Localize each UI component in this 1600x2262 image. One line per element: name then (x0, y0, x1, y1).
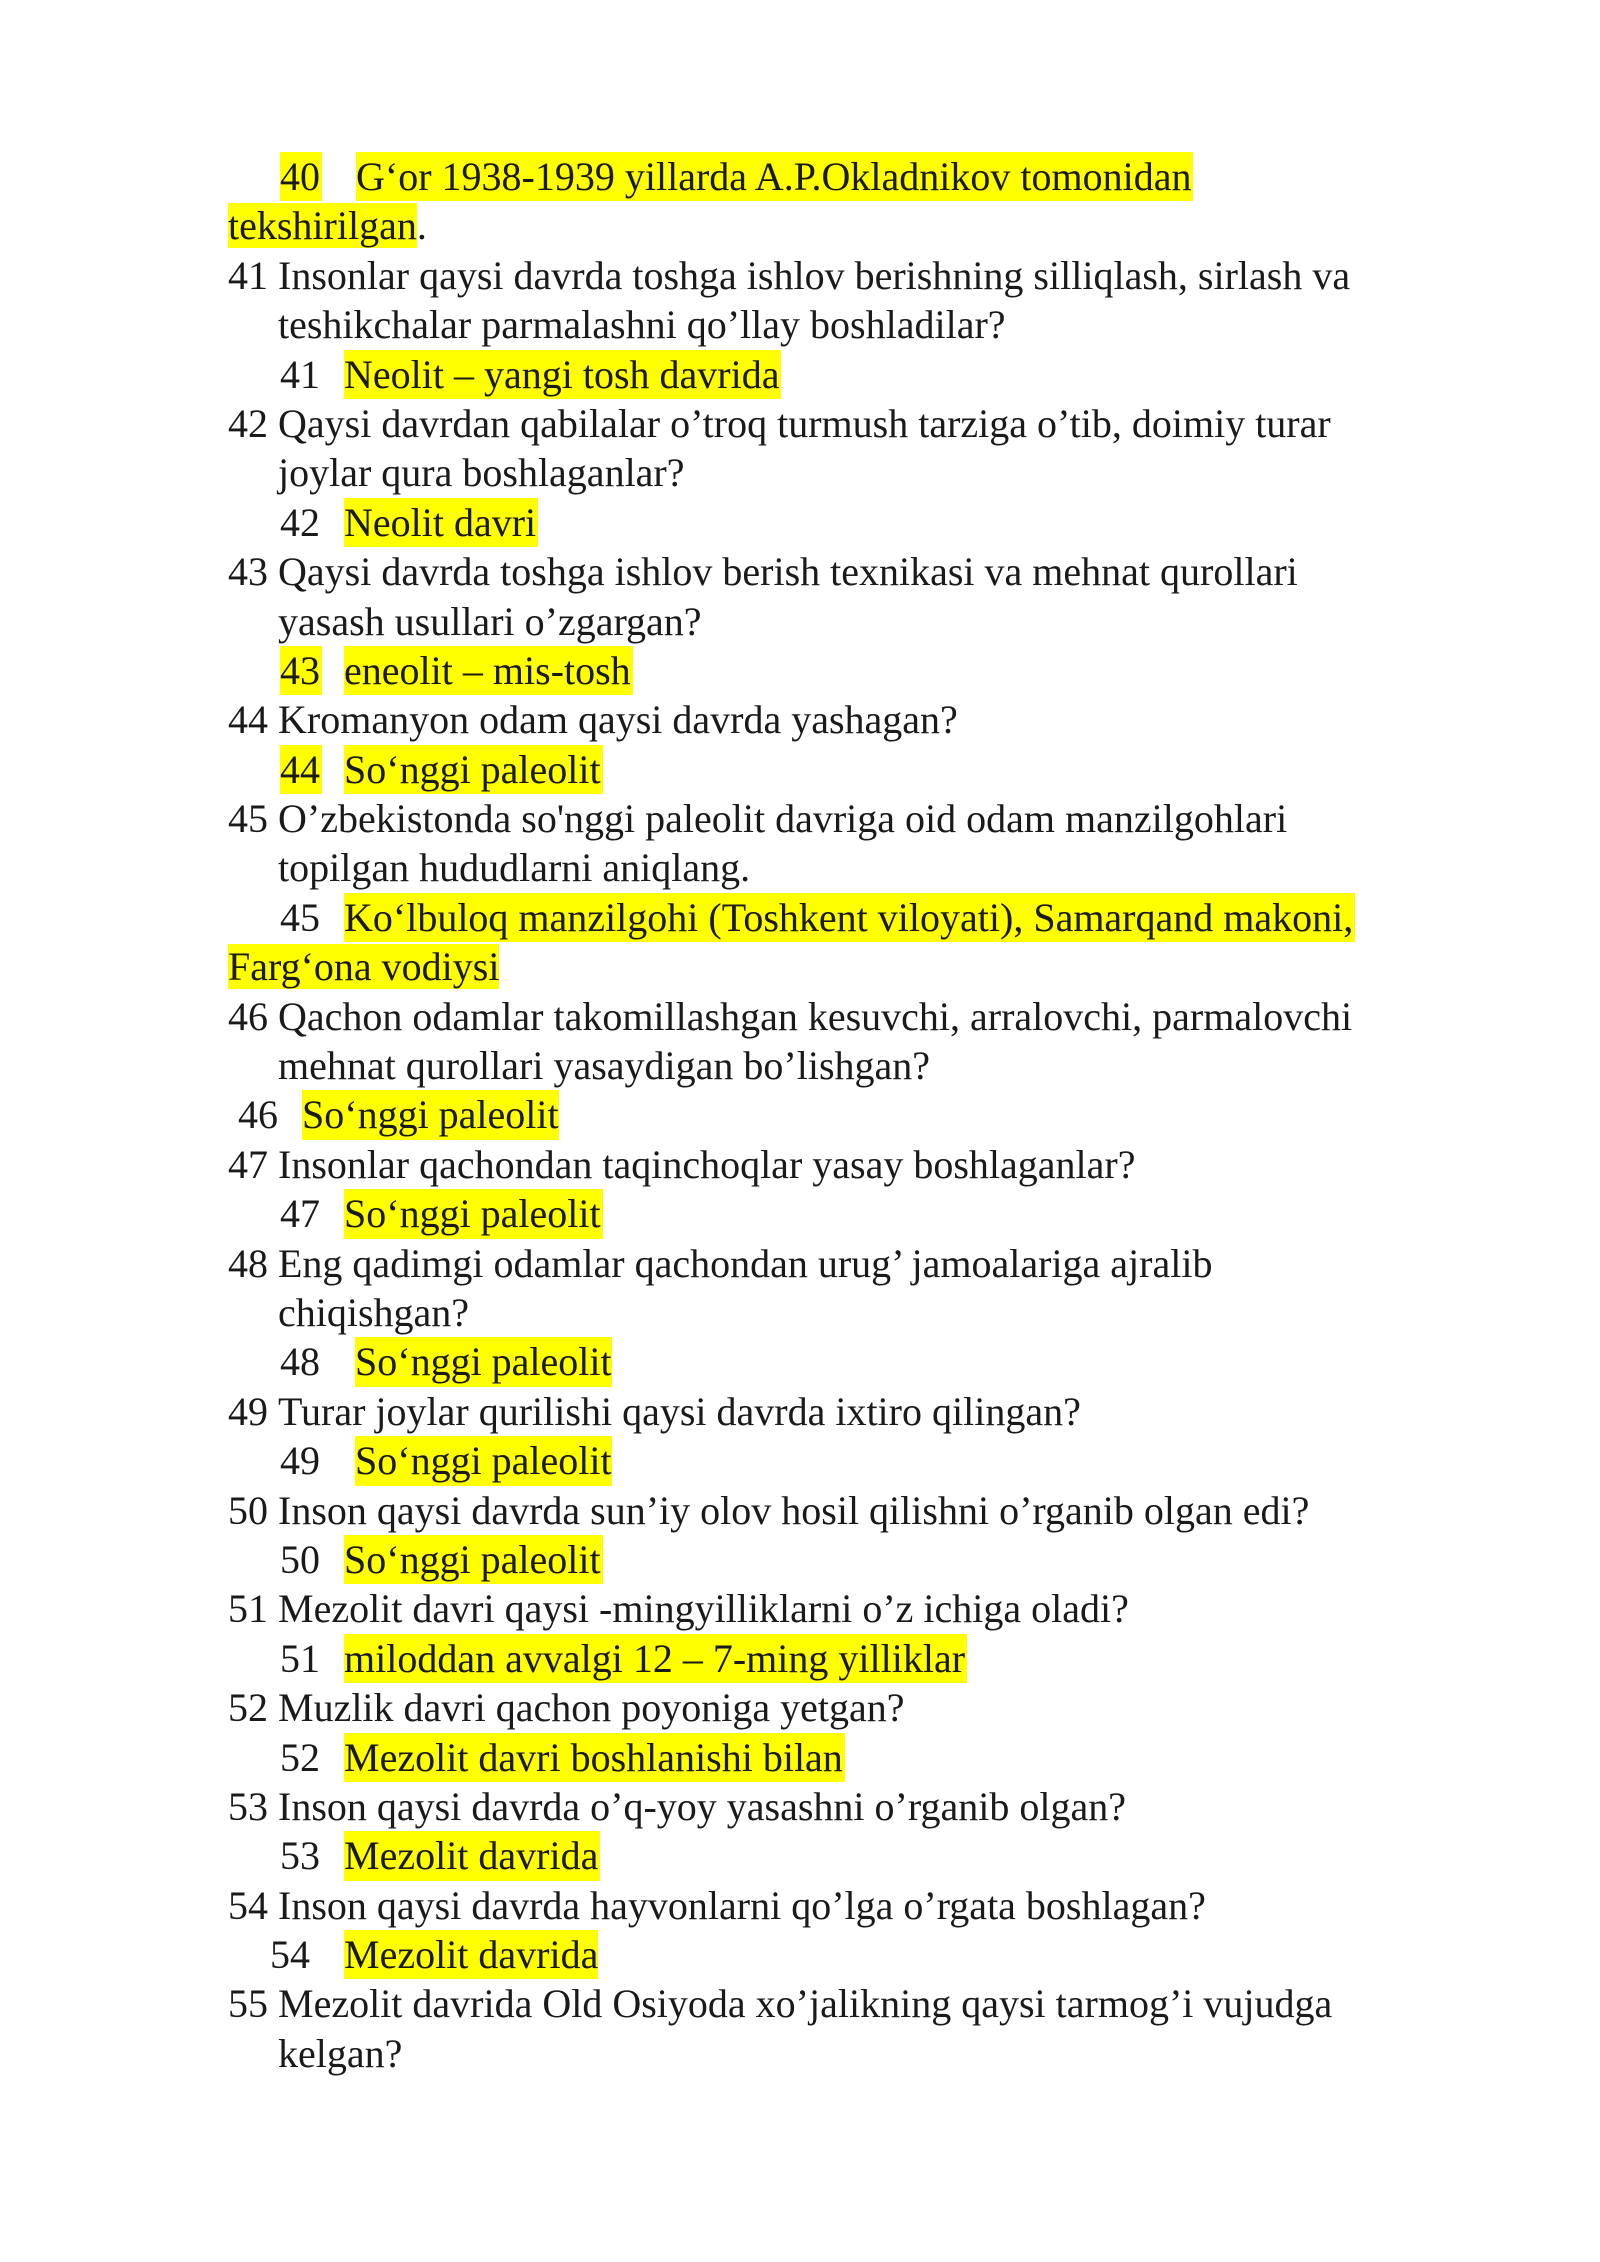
question-text: kelgan? (278, 2030, 403, 2076)
answer-number: 40 (280, 152, 322, 201)
question-number: 43 (228, 549, 268, 595)
answer-text: Mezolit davri boshlanishi bilan (344, 1733, 845, 1782)
answer-number: 42 (280, 499, 320, 545)
answer-tail: . (416, 203, 427, 249)
question-line (0, 251, 1600, 300)
question-text: Qachon odamlar takomillashgan kesuvchi, arralovchi, parmalovchi (278, 993, 1353, 1039)
answer-number: 41 (280, 351, 320, 397)
answer-continuation (0, 201, 1600, 250)
answer-text: Ko‘lbuloq manzilgohi (Toshkent viloyati), Samarqand makoni, (344, 893, 1355, 942)
question-continuation (0, 843, 1600, 892)
question-line (0, 547, 1600, 596)
question-line (0, 992, 1600, 1041)
question-number: 53 (228, 1783, 268, 1829)
question-number: 48 (228, 1240, 268, 1286)
question-text: Qaysi davrdan qabilalar o’troq turmush tarziga o’tib, doimiy turar (278, 400, 1331, 446)
answer-text: So‘nggi paleolit (344, 1535, 603, 1584)
answer-text: Mezolit davrida (344, 1930, 598, 1979)
answer-line (0, 350, 1600, 399)
question-line (0, 1584, 1600, 1633)
answer-text: Neolit davri (344, 498, 538, 547)
question-number: 52 (228, 1685, 268, 1731)
question-number: 46 (228, 993, 268, 1039)
answer-line (0, 1436, 1600, 1485)
answer-text: So‘nggi paleolit (344, 1189, 603, 1238)
answer-line (0, 498, 1600, 547)
answer-line (0, 1535, 1600, 1584)
question-text: topilgan hududlarni aniqlang. (278, 845, 751, 891)
answer-text: Farg‘ona vodiysi (228, 944, 500, 990)
answer-line (0, 745, 1600, 794)
question-line (0, 695, 1600, 744)
answer-line (0, 1189, 1600, 1238)
answer-number: 51 (280, 1635, 320, 1681)
question-continuation (0, 300, 1600, 349)
answer-continuation-wrap (228, 942, 499, 991)
answer-text: eneolit – mis-tosh (344, 646, 633, 695)
answer-text: Neolit – yangi tosh davrida (344, 350, 781, 399)
question-text: Qaysi davrda toshga ishlov berish texnikasi va mehnat qurollari (278, 549, 1298, 595)
question-text: Mezolit davrida Old Osiyoda xo’jalikning qaysi tarmog’i vujudga (278, 1981, 1333, 2027)
answer-number: 52 (280, 1734, 320, 1780)
question-text: O’zbekistonda so'nggi paleolit davriga oid odam manzilgohlari (278, 796, 1288, 842)
question-text: Mezolit davri qaysi -mingyilliklarni o’z ichiga oladi? (278, 1586, 1129, 1632)
question-line (0, 1486, 1600, 1535)
question-text: Insonlar qachondan taqinchoqlar yasay boshlaganlar? (278, 1141, 1136, 1187)
answer-continuation-wrap (228, 201, 427, 250)
answer-text: miloddan avvalgi 12 – 7-ming yilliklar (344, 1634, 967, 1683)
answer-text: So‘nggi paleolit (302, 1090, 559, 1139)
answer-text: So‘nggi paleolit (344, 745, 603, 794)
question-continuation (0, 2029, 1600, 2078)
question-number: 42 (228, 400, 268, 446)
answer-text: So‘nggi paleolit (355, 1337, 612, 1386)
answer-line (0, 152, 1600, 201)
question-number: 44 (228, 697, 268, 743)
question-text: Inson qaysi davrda o’q-yoy yasashni o’rganib olgan? (278, 1783, 1126, 1829)
question-continuation (0, 1041, 1600, 1090)
question-line (0, 1782, 1600, 1831)
question-number: 47 (228, 1141, 268, 1187)
question-text: Inson qaysi davrda sun’iy olov hosil qilishni o’rganib olgan edi? (278, 1487, 1310, 1533)
question-line (0, 794, 1600, 843)
question-text: Muzlik davri qachon poyoniga yetgan? (278, 1685, 905, 1731)
answer-number: 49 (280, 1438, 320, 1484)
answer-number: 54 (270, 1932, 310, 1978)
answer-line (0, 1831, 1600, 1880)
question-text: Inson qaysi davrda hayvonlarni qo’lga o’rgata boshlagan? (278, 1882, 1206, 1928)
question-text: Kromanyon odam qaysi davrda yashagan? (278, 697, 958, 743)
question-line (0, 1881, 1600, 1930)
question-text: joylar qura boshlaganlar? (278, 450, 685, 496)
answer-line (0, 1634, 1600, 1683)
answer-line (0, 646, 1600, 695)
answer-line (0, 1733, 1600, 1782)
question-text: Insonlar qaysi davrda toshga ishlov berishning silliqlash, sirlash va (278, 252, 1351, 298)
answer-number: 46 (238, 1092, 278, 1138)
question-continuation (0, 448, 1600, 497)
question-line (0, 1387, 1600, 1436)
question-text: mehnat qurollari yasaydigan bo’lishgan? (278, 1043, 931, 1089)
answer-line (0, 1090, 1600, 1139)
question-text: Turar joylar qurilishi qaysi davrda ixtiro qilingan? (278, 1388, 1081, 1434)
question-text: yasash usullari o’zgargan? (278, 598, 702, 644)
answer-line (0, 893, 1600, 942)
answer-number: 44 (280, 745, 322, 794)
answer-number: 48 (280, 1339, 320, 1385)
answer-line (0, 1930, 1600, 1979)
question-line (0, 1140, 1600, 1189)
question-number: 54 (228, 1882, 268, 1928)
question-text: teshikchalar parmalashni qo’llay boshladilar? (278, 302, 1006, 348)
question-number: 45 (228, 796, 268, 842)
answer-line (0, 1337, 1600, 1386)
question-text: chiqishgan? (278, 1289, 470, 1335)
answer-number: 43 (280, 646, 322, 695)
document-body (0, 152, 1600, 2078)
question-line (0, 1979, 1600, 2028)
answer-text: tekshirilgan (228, 203, 417, 249)
question-line (0, 1239, 1600, 1288)
answer-number: 50 (280, 1536, 320, 1582)
question-continuation (0, 1288, 1600, 1337)
answer-text: Mezolit davrida (344, 1831, 600, 1880)
answer-text: G‘or 1938-1939 yillarda A.P.Okladnikov tomonidan (356, 152, 1193, 201)
answer-number: 47 (280, 1191, 320, 1237)
question-number: 51 (228, 1586, 268, 1632)
question-number: 41 (228, 252, 268, 298)
answer-number: 45 (280, 894, 320, 940)
question-number: 55 (228, 1981, 268, 2027)
answer-text: So‘nggi paleolit (355, 1436, 612, 1485)
question-number: 49 (228, 1388, 268, 1434)
question-line (0, 1683, 1600, 1732)
question-text: Eng qadimgi odamlar qachondan urug’ jamoalariga ajralib (278, 1240, 1213, 1286)
answer-continuation (0, 942, 1600, 991)
question-line (0, 399, 1600, 448)
question-number: 50 (228, 1487, 268, 1533)
answer-number: 53 (280, 1833, 320, 1879)
question-continuation (0, 597, 1600, 646)
